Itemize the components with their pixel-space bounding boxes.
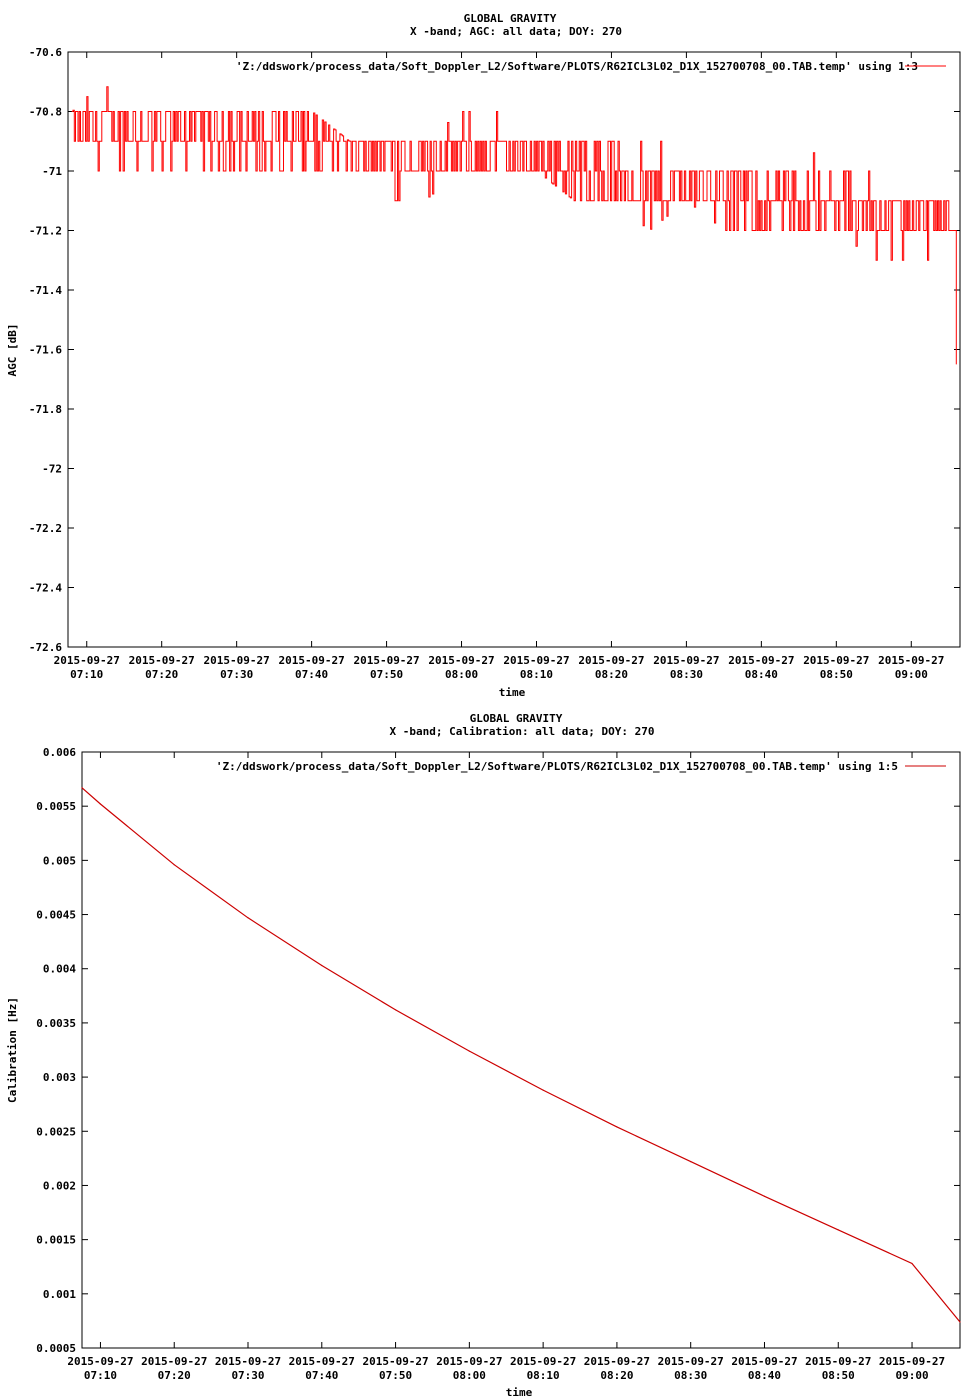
calibration-data-point xyxy=(543,1090,544,1091)
x-tick-date-label: 2015-09-27 xyxy=(878,654,945,667)
x-tick-time-label: 08:10 xyxy=(519,668,554,681)
x-tick-date-label: 2015-09-27 xyxy=(128,654,195,667)
x-tick-date-label: 2015-09-27 xyxy=(288,1355,355,1368)
x-tick-date-label: 2015-09-27 xyxy=(878,1355,946,1368)
x-tick-date-label: 2015-09-27 xyxy=(53,654,120,667)
agc-y-axis-label: AGC [dB] xyxy=(6,323,19,377)
x-tick-time-label: 07:30 xyxy=(231,1369,265,1382)
agc-series-line xyxy=(72,87,957,365)
x-tick-time-label: 08:10 xyxy=(526,1369,560,1382)
x-tick-time-label: 08:50 xyxy=(819,668,853,681)
x-tick-time-label: 07:20 xyxy=(145,668,179,681)
calibration-data-point xyxy=(764,1196,765,1197)
x-tick-date-label: 2015-09-27 xyxy=(653,654,720,667)
x-tick-time-label: 08:00 xyxy=(444,668,479,681)
y-tick-label: 0.0015 xyxy=(36,1233,76,1247)
calibration-y-ticks xyxy=(36,746,960,1355)
x-tick-time-label: 08:40 xyxy=(744,668,778,681)
calibration-plot-frame xyxy=(82,752,960,1348)
x-tick-date-label: 2015-09-27 xyxy=(67,1355,134,1368)
x-tick-date-label: 2015-09-27 xyxy=(353,654,420,667)
y-tick-label: 0.0045 xyxy=(36,908,76,922)
y-tick-label: 0.0035 xyxy=(36,1016,76,1030)
y-tick-label: -72 xyxy=(42,462,62,476)
x-tick-date-label: 2015-09-27 xyxy=(503,654,570,667)
y-tick-label: 0.002 xyxy=(42,1179,76,1193)
y-tick-label: 0.006 xyxy=(42,746,76,759)
calibration-data-point xyxy=(247,917,248,918)
agc-y-ticks xyxy=(29,46,960,654)
x-tick-date-label: 2015-09-27 xyxy=(214,1355,282,1368)
x-tick-date-label: 2015-09-27 xyxy=(805,1355,872,1368)
x-tick-time-label: 07:40 xyxy=(305,1369,339,1382)
x-tick-time-label: 08:30 xyxy=(674,1369,708,1382)
y-tick-label: 0.0055 xyxy=(36,800,76,814)
calibration-data-point xyxy=(838,1229,839,1230)
calibration-data-line xyxy=(82,788,960,1322)
x-tick-time-label: 07:50 xyxy=(370,668,404,681)
x-tick-time-label: 07:20 xyxy=(157,1369,191,1382)
y-tick-label: 0.003 xyxy=(42,1071,76,1085)
y-tick-label: -70.6 xyxy=(28,46,62,59)
calibration-data-point xyxy=(321,965,322,966)
x-tick-date-label: 2015-09-27 xyxy=(203,654,270,667)
y-tick-label: 0.001 xyxy=(42,1287,76,1301)
x-tick-time-label: 07:50 xyxy=(379,1369,413,1382)
x-tick-time-label: 08:50 xyxy=(821,1369,855,1382)
calibration-chart-title: GLOBAL GRAVITY xyxy=(469,712,563,725)
calibration-y-axis-label: Calibration [Hz] xyxy=(6,997,19,1103)
y-tick-label: 0.004 xyxy=(42,962,76,976)
x-tick-time-label: 09:00 xyxy=(894,668,928,681)
x-tick-date-label: 2015-09-27 xyxy=(278,654,345,667)
calibration-data-point xyxy=(469,1051,470,1052)
calibration-series-line xyxy=(81,787,960,1322)
calibration-data-point xyxy=(81,787,82,788)
agc-chart-subtitle: X -band; AGC: all data; DOY: 270 xyxy=(410,25,622,38)
y-tick-label: -71.6 xyxy=(28,343,62,357)
y-tick-label: -72.4 xyxy=(28,581,62,595)
x-tick-date-label: 2015-09-27 xyxy=(731,1355,798,1368)
y-tick-label: -71 xyxy=(42,165,62,178)
x-tick-date-label: 2015-09-27 xyxy=(141,1355,208,1368)
calibration-chart xyxy=(6,712,961,1399)
x-tick-date-label: 2015-09-27 xyxy=(583,1355,651,1368)
x-tick-time-label: 08:20 xyxy=(600,1369,634,1382)
x-tick-date-label: 2015-09-27 xyxy=(428,654,495,667)
calibration-x-axis-label: time xyxy=(505,1386,533,1399)
y-tick-label: -71.4 xyxy=(28,284,62,297)
y-tick-label: -72.2 xyxy=(28,522,62,535)
calibration-data-point xyxy=(616,1126,617,1127)
agc-x-axis-label: time xyxy=(498,686,526,699)
x-tick-date-label: 2015-09-27 xyxy=(578,654,645,667)
x-tick-date-label: 2015-09-27 xyxy=(510,1355,577,1368)
y-tick-label: -70.8 xyxy=(28,105,62,119)
x-tick-date-label: 2015-09-27 xyxy=(436,1355,503,1368)
y-tick-label: 0.005 xyxy=(42,854,76,868)
x-tick-time-label: 08:40 xyxy=(747,1369,782,1382)
agc-chart-title: GLOBAL GRAVITY xyxy=(463,12,557,25)
agc-legend-label: 'Z:/ddswork/process_data/Soft_Doppler_L2/Software/PLOTS/R62ICL3L02_D1X_152700708_00.TAB.temp' using 1:3 xyxy=(235,60,918,73)
calibration-chart-subtitle: X -band; Calibration: all data; DOY: 270 xyxy=(389,725,655,738)
x-tick-time-label: 08:20 xyxy=(594,668,629,681)
calibration-data-point xyxy=(959,1321,960,1322)
x-tick-date-label: 2015-09-27 xyxy=(803,654,870,667)
y-tick-label: 0.0025 xyxy=(36,1125,76,1139)
agc-chart xyxy=(6,12,960,699)
agc-data-line xyxy=(72,87,957,365)
calibration-legend-label: 'Z:/ddswork/process_data/Soft_Doppler_L2/Software/PLOTS/R62ICL3L02_D1X_152700708_00.TAB.temp' using 1:5 xyxy=(215,760,898,773)
x-tick-time-label: 09:00 xyxy=(895,1369,929,1382)
x-tick-time-label: 07:30 xyxy=(220,668,254,681)
y-tick-label: 0.0005 xyxy=(36,1342,76,1355)
x-tick-date-label: 2015-09-27 xyxy=(657,1355,724,1368)
y-tick-label: -71.8 xyxy=(28,403,62,416)
calibration-data-point xyxy=(100,803,101,804)
calibration-data-point xyxy=(395,1009,396,1010)
x-tick-time-label: 08:30 xyxy=(669,668,703,681)
calibration-x-ticks xyxy=(67,752,945,1382)
y-tick-label: -72.6 xyxy=(28,641,62,654)
calibration-data-point xyxy=(174,864,175,865)
calibration-data-point xyxy=(911,1263,912,1264)
y-tick-label: -71.2 xyxy=(28,224,62,238)
calibration-data-point xyxy=(690,1161,691,1162)
x-tick-date-label: 2015-09-27 xyxy=(728,654,795,667)
x-tick-time-label: 07:10 xyxy=(70,668,104,681)
x-tick-time-label: 07:10 xyxy=(83,1369,118,1382)
x-tick-time-label: 07:40 xyxy=(295,668,329,681)
x-tick-date-label: 2015-09-27 xyxy=(362,1355,429,1368)
x-tick-time-label: 08:00 xyxy=(452,1369,486,1382)
